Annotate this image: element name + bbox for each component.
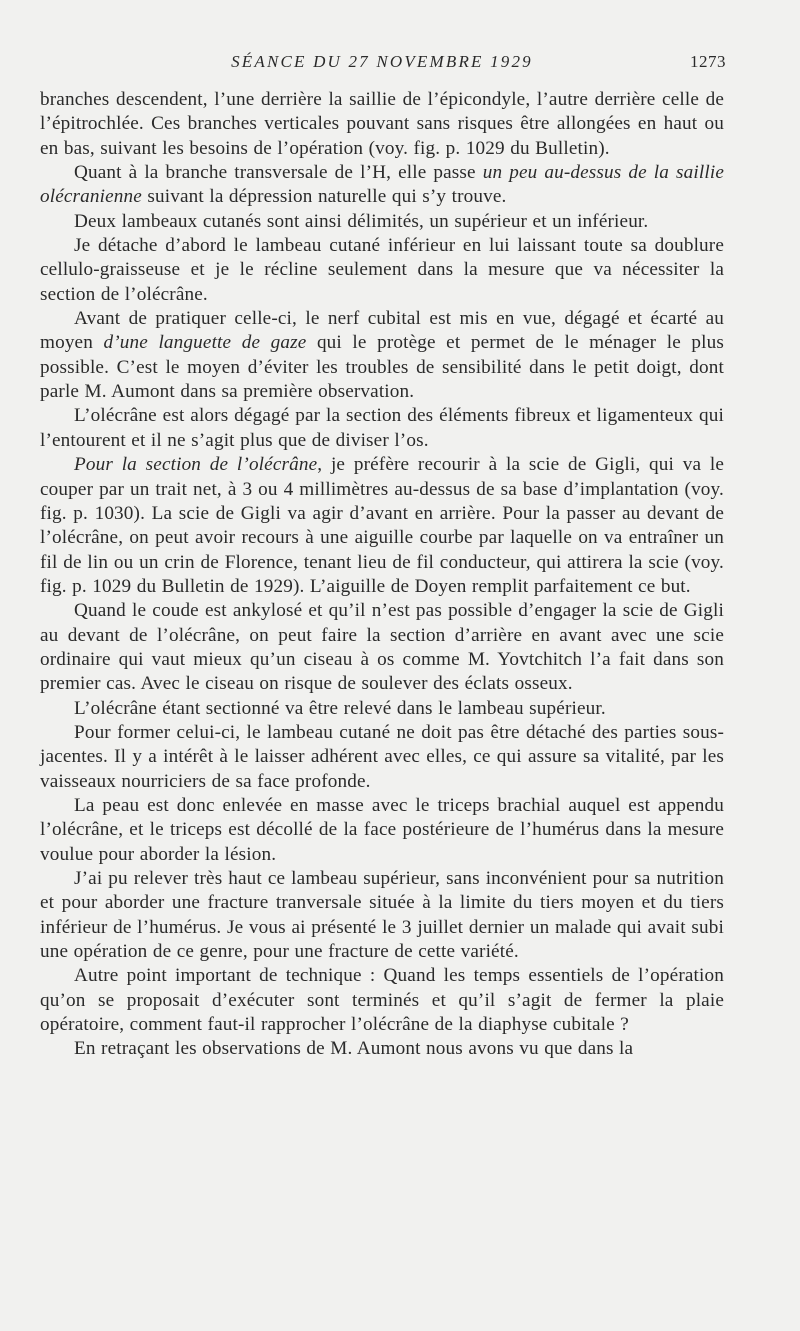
paragraph-text: Quand le coude est ankylosé et qu’il n’est pas possible d’engager la scie de Gigli au devant de l’olécrâne, on peut faire la section d’arrière en avant avec une scie ordinaire qui vaut mieux qu’un ciseau à os comme M. Yovtchitch l’a fait dans son premier cas. Avec le ciseau on risque de soulever des éclats osseux. xyxy=(40,600,724,695)
paragraph xyxy=(40,1037,724,1061)
paragraph-text: J’ai pu relever très haut ce lambeau supérieur, sans inconvénient pour sa nutrition et pour aborder une fracture tranversale située à la limite du tiers moyen et du tiers inférieur de l’humérus. Je vous ai présenté le 3 juillet dernier un malade qui avait subi une opération de ce genre, pour une fracture de cette variété. xyxy=(40,868,724,963)
paragraph xyxy=(40,964,724,1037)
paragraph xyxy=(40,867,724,964)
paragraph-text: L’olécrâne étant sectionné va être relevé dans le lambeau supérieur. xyxy=(74,697,606,719)
paragraph-text: Avant de pratiquer celle-ci, le nerf cubital est mis en vue, dégagé et écarté au moyen xyxy=(40,308,724,354)
paragraph-text: Pour former celui-ci, le lambeau cutané ne doit pas être détaché des parties sous-jacentes. Il y a intérêt à le laisser adhérent avec elles, ce qui assure sa vitalité, par les vaisseaux nourriciers de sa face profonde. xyxy=(40,721,724,792)
paragraph xyxy=(40,307,724,404)
paragraph-text: Deux lambeaux cutanés sont ainsi délimités, un supérieur et un inférieur. xyxy=(74,210,649,232)
paragraph xyxy=(40,599,724,696)
paragraph-text: La peau est donc enlevée en masse avec le triceps brachial auquel est appendu l’olécrâne, et le triceps est décollé de la face postérieure de l’humérus dans la mesure voulue pour aborder la lésion. xyxy=(40,794,724,865)
paragraph xyxy=(40,404,724,453)
paragraph-text: , je préfère recourir à la scie de Gigli, qui va le couper par un trait net, à 3 ou 4 millimètres au-dessus de sa base d’implantation (voy. fig. p. 1030). La scie de Gigli va agir d’avant en arrière. Pour la passer au devant de l’olécrâne, on peut avoir recours à une aiguille courbe par laquelle on va entraîner un fil de lin ou un crin de Florence, tenant lieu de fil conducteur, qui attirera la scie (voy. fig. p. 1029 du Bulletin de 1929). L’aiguille de Doyen remplit parfaitement ce but. xyxy=(40,454,724,597)
running-header xyxy=(40,52,724,88)
paragraph xyxy=(40,794,724,867)
paragraph xyxy=(40,210,724,234)
italic-text: d’une languette de gaze xyxy=(103,332,307,354)
paragraph-text: Autre point important de technique : Quand les temps essentiels de l’opération qu’on se proposait d’exécuter sont terminés et qu’il s’agit de fermer la plaie opératoire, comment faut-il rapprocher l’olécrâne de la diaphyse cubitale ? xyxy=(40,965,724,1036)
paragraph xyxy=(40,161,724,210)
paragraph-text: branches descendent, l’une derrière la saillie de l’épicondyle, l’autre derrière celle de l’épitrochlée. Ces branches verticales pouvant sans risques être allongées en haut ou en bas, suivant les besoins de l’opération (voy. fig. p. 1029 du Bulletin). xyxy=(40,89,724,159)
paragraph xyxy=(40,697,724,721)
paragraph-text: L’olécrâne est alors dégagé par la section des éléments fibreux et ligamenteux qui l’entourent et il ne s’agit plus que de diviser l’os. xyxy=(40,405,724,451)
paragraph-text: En retraçant les observations de M. Aumont nous avons vu que dans la xyxy=(74,1038,634,1060)
paragraph xyxy=(40,88,724,161)
paragraph-text: Quant à la branche transversale de l’H, elle passe xyxy=(74,162,483,184)
paragraph xyxy=(40,721,724,794)
document-page xyxy=(40,52,724,1062)
body-text xyxy=(40,88,724,1062)
page-number: 1273 xyxy=(690,52,726,71)
paragraph-text: Je détache d’abord le lambeau cutané inférieur en lui laissant toute sa doublure cellulo-graisseuse et je le récline seulement dans la mesure que va nécessiter la section de l’olécrâne. xyxy=(40,235,724,305)
paragraph xyxy=(40,234,724,307)
paragraph-text: qui le protège et permet de le ménager le plus possible. C’est le moyen d’éviter les troubles de sensibilité dans le petit doigt, dont parle M. Aumont dans sa première observation. xyxy=(40,332,724,403)
italic-text: un peu au-dessus de la saillie olécranienne xyxy=(40,162,724,208)
paragraph-text: suivant la dépression naturelle qui s’y trouve. xyxy=(141,186,507,208)
italic-text: Pour la section de l’olécrâne xyxy=(74,454,318,476)
paragraph xyxy=(40,453,724,599)
running-title: SÉANCE DU 27 NOVEMBRE 1929 xyxy=(231,52,533,71)
